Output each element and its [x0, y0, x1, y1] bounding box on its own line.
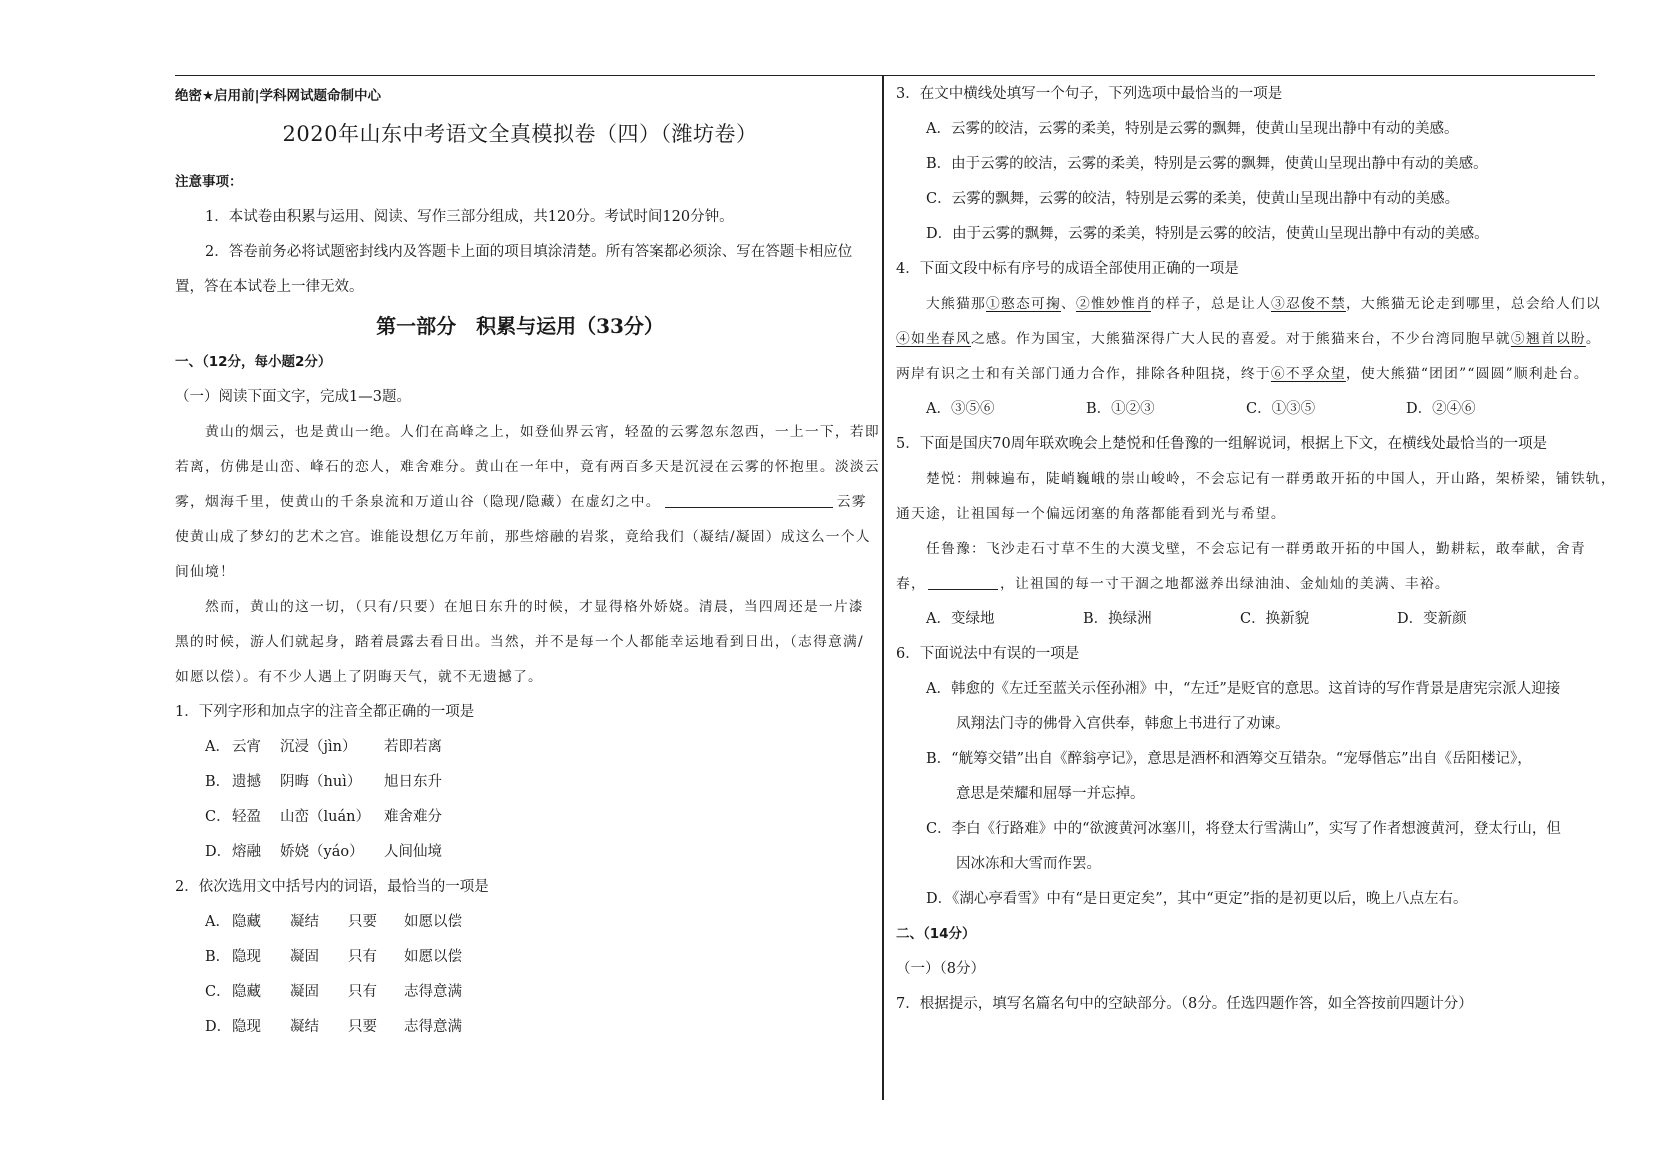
q5-dialog-line: 任鲁豫：飞沙走石寸草不生的大漠戈壁，不会忘记有一群勇敢开拓的中国人，勤耕耘，敢奉献，舍青	[926, 541, 1586, 557]
section1-title: 一、（12分，每小题2分）	[175, 354, 332, 370]
exam-title: 2020年山东中考语文全真模拟卷（四）（潍坊卷）	[282, 122, 758, 146]
passage-line: 然而，黄山的这一切，（只有/只要）在旭日东升的时候，才显得格外娇娆。清晨，当四周还是一片漆	[205, 599, 864, 615]
q1-option-a: A． 云宵 沉浸（jìn） 若即若离	[205, 739, 442, 755]
q4-passage-line: 两岸有识之士和有关部门通力合作，排除各种阻挠，终于⑥不孚众望，使大熊猫“团团”“圆圆”顺利赴台。	[896, 366, 1589, 382]
q7-stem: 7．根据提示，填写名篇名句中的空缺部分。（8分。任选四题作答，如全答按前四题计分）	[896, 996, 1473, 1012]
q1-option-d: D．熔融 娇娆（yáo） 人间仙境	[205, 844, 442, 860]
notes-heading: 注意事项：	[175, 174, 243, 190]
q2-option-b: B． 隐现 凝固 只有 如愿以偿	[205, 949, 462, 965]
q5-option-a: A．变绿地	[926, 611, 995, 627]
passage-line: 黄山的烟云，也是黄山一绝。人们在高峰之上，如登仙界云宵，轻盈的云雾忽东忽西，一上一下，若即	[205, 424, 880, 440]
passage-text: 云雾	[836, 494, 867, 510]
q4-option-c: C．①③⑤	[1246, 401, 1316, 417]
q6-option-a: A．韩愈的《左迁至蓝关示侄孙湘》中，“左迁”是贬官的意思。这首诗的写作背景是唐宪宗派人迎接	[926, 681, 1561, 697]
q2-stem: 2．依次选用文中括号内的词语，最恰当的一项是	[175, 879, 489, 895]
q3-option-a: A．云雾的皎洁，云雾的柔美，特别是云雾的飘舞，使黄山呈现出静中有动的美感。	[926, 121, 1459, 137]
q4-option-d: D．②④⑥	[1406, 401, 1476, 417]
q4-passage-line: ④如坐春风之感。作为国宝，大熊猫深得广大人民的喜爱。对于熊猫来台，不少台湾同胞早就⑤翘首以盼。	[896, 331, 1601, 347]
idiom-2: ②惟妙惟肖	[1075, 296, 1151, 312]
notes-item-2-line-2: 置，答在本试卷上一律无效。	[175, 279, 364, 295]
q2-option-a: A． 隐藏 凝结 只要 如愿以偿	[205, 914, 462, 930]
q1-option-c: C．轻盈 山峦（luán） 难舍难分	[205, 809, 442, 825]
q5-option-b: B．换绿洲	[1083, 611, 1152, 627]
q4-option-a: A．③⑤⑥	[926, 401, 995, 417]
idiom-4: ④如坐春风	[896, 331, 971, 347]
q3-option-c: C．云雾的飘舞，云雾的皎洁，特别是云雾的柔美，使黄山呈现出静中有动的美感。	[926, 191, 1460, 207]
q3-option-b: B．由于云雾的皎洁，云雾的柔美，特别是云雾的飘舞，使黄山呈现出静中有动的美感。	[926, 156, 1488, 172]
fill-blank	[665, 493, 833, 508]
passage-line: 如愿以偿）。有不少人遇上了阴晦天气，就不无遗撼了。	[175, 669, 544, 685]
q6-stem: 6．下面说法中有误的一项是	[896, 646, 1080, 662]
q5-option-c: C．换新貌	[1240, 611, 1310, 627]
passage-line	[175, 491, 867, 513]
q6-option-b-cont: 意思是荣耀和屈辱一并忘掉。	[956, 786, 1145, 802]
q5-dialog-line: 楚悦：荆棘遍布，陡峭巍峨的崇山峻岭，不会忘记有一群勇敢开拓的中国人，开山路，架桥梁，铺铁轨，	[926, 471, 1616, 487]
q2-option-c: C．隐藏 凝固 只有 志得意满	[205, 984, 462, 1000]
q4-passage-line: 大熊猫那①憨态可掬、②惟妙惟肖的样子，总是让人③忍俊不禁，大熊猫无论走到哪里，总会给人们以	[926, 296, 1601, 312]
q4-options	[926, 398, 1476, 420]
section2-title: 二、（14分）	[896, 926, 976, 942]
passage-line: 若离，仿佛是山峦、峰石的恋人，难舍难分。黄山在一年中，竟有两百多天是沉浸在云雾的怀抱里。淡淡云	[175, 459, 880, 475]
idiom-3: ③忍俊不禁	[1270, 296, 1346, 312]
q1-stem: 1．下列字形和加点字的注音全都正确的一项是	[175, 704, 475, 720]
q6-option-c-cont: 因冰冻和大雪而作罢。	[956, 856, 1101, 872]
q6-option-d: D．《湖心亭看雪》中有“是日更定矣”，其中“更定”指的是初更以后，晚上八点左右。	[926, 891, 1468, 907]
idiom-1: ①憨态可掬	[986, 296, 1061, 312]
q6-option-c: C．李白《行路难》中的“欲渡黄河冰塞川，将登太行雪满山”，实写了作者想渡黄河，登太行山，但	[926, 821, 1561, 837]
passage-line: 间仙境！	[175, 564, 235, 580]
q6-option-b: B．“觥筹交错”出自《醉翁亭记》，意思是酒杯和酒筹交互错杂。“宠辱偕忘”出自《岳阳楼记》，	[926, 751, 1532, 767]
q5-options	[926, 608, 1467, 630]
q5-dialog-line: 通天途，让祖国每一个偏远闭塞的角落都能看到光与希望。	[896, 506, 1286, 522]
idiom-6: ⑥不孚众望	[1270, 366, 1346, 382]
confidential-label: 绝密★启用前|学科网试题命制中心	[175, 88, 382, 104]
fill-blank	[928, 575, 998, 590]
q5-stem: 5．下面是国庆70周年联欢晚会上楚悦和任鲁豫的一组解说词，根据上下文，在横线处最恰当的一项是	[896, 436, 1548, 452]
q5-dialog-line: 春， ，让祖国的每一寸干涸之地都滋养出绿油油、金灿灿的美满、丰裕。	[896, 576, 1450, 592]
passage-line: 使黄山成了梦幻的艺术之宫。谁能设想亿万年前，那些熔融的岩浆，竟给我们（凝结/凝固）成这么一个人	[175, 529, 871, 545]
passage-text: 雾，烟海千里，使黄山的千条泉流和万道山谷（隐现/隐藏）在虚幻之中。	[175, 494, 661, 510]
q2-option-d: D．隐现 凝结 只要 志得意满	[205, 1019, 462, 1035]
section2-sub: （一）（8分）	[896, 961, 985, 977]
q6-option-a-cont: 凤翔法门寺的佛骨入宫供奉，韩愈上书进行了劝谏。	[956, 716, 1290, 732]
q5-option-d: D．变新颜	[1397, 611, 1467, 627]
q4-option-b: B．①②③	[1086, 401, 1155, 417]
part1-title: 第一部分 积累与运用（33分）	[376, 314, 664, 338]
top-rule	[175, 75, 1595, 76]
q3-option-d: D．由于云雾的飘舞，云雾的柔美，特别是云雾的皎洁，使黄山呈现出静中有动的美感。	[926, 226, 1489, 242]
column-divider	[882, 75, 884, 1100]
notes-item-2-line-1: 2．答卷前务必将试题密封线内及答题卡上面的项目填涂清楚。所有答案都必须涂、写在答题卡相应位	[205, 244, 853, 260]
q1-option-b: B． 遗撼 阴晦（huì） 旭日东升	[205, 774, 442, 790]
passage-line: 黑的时候，游人们就起身，踏着晨露去看日出。当然，并不是每一个人都能幸运地看到日出，（志得意满/	[175, 634, 864, 650]
subsection1-title: （一）阅读下面文字，完成1—3题。	[175, 389, 411, 405]
q3-stem: 3．在文中横线处填写一个句子，下列选项中最恰当的一项是	[896, 86, 1283, 102]
notes-item-1: 1．本试卷由积累与运用、阅读、写作三部分组成，共120分。考试时间120分钟。	[205, 209, 734, 225]
idiom-5: ⑤翘首以盼	[1510, 331, 1586, 347]
q4-stem: 4．下面文段中标有序号的成语全部使用正确的一项是	[896, 261, 1239, 277]
